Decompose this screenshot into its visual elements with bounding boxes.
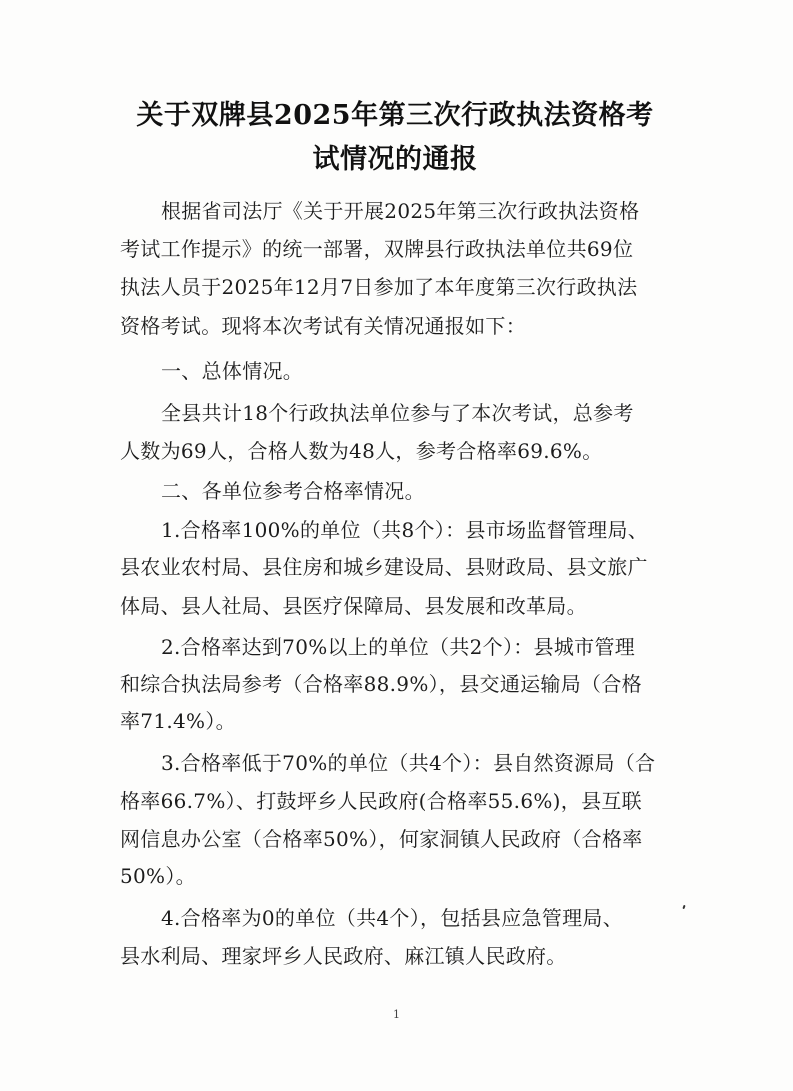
section-2-heading: 二、各单位参考合格率情况。 — [161, 479, 425, 503]
document-title-line-1: 关于双牌县2025年第三次行政执法资格考 — [136, 100, 654, 131]
intro-line-2: 考试工作提示》的统一部署，双牌县行政执法单位共69位 — [120, 237, 634, 261]
item-4-line-2: 县水利局、理家坪乡人民政府、麻江镇人民政府。 — [120, 944, 567, 968]
item-3-line-2: 格率66.7%）、打鼓坪乡人民政府(合格率55.6%)，县互联 — [120, 789, 642, 813]
item-3-line-3: 网信息办公室（合格率50%），何家洞镇人民政府（合格率 — [120, 827, 643, 851]
scan-speck — [682, 905, 685, 909]
item-2-line-1: 2.合格率达到70%以上的单位（共2个）：县城市管理 — [161, 635, 636, 659]
item-1-line-3: 体局、县人社局、县医疗保障局、县发展和改革局。 — [120, 594, 587, 618]
section-1-heading: 一、总体情况。 — [161, 359, 304, 383]
item-1-line-2: 县农业农村局、县住房和城乡建设局、县财政局、县文旅广 — [120, 555, 648, 579]
section-1-line-1: 全县共计18个行政执法单位参与了本次考试，总参考 — [161, 401, 634, 425]
intro-line-1: 根据省司法厅《关于开展2025年第三次行政执法资格 — [161, 199, 640, 223]
intro-line-3: 执法人员于2025年12月7日参加了本年度第三次行政执法 — [120, 275, 638, 299]
item-2-line-2: 和综合执法局参考（合格率88.9%），县交通运输局（合格 — [120, 672, 642, 696]
page-number: 1 — [393, 1008, 400, 1021]
item-1-line-1: 1.合格率100%的单位（共8个）：县市场监督管理局、 — [161, 518, 649, 542]
intro-line-4: 资格考试。现将本次考试有关情况通报如下： — [120, 314, 526, 338]
item-3-line-1: 3.合格率低于70%的单位（共4个）：县自然资源局（合 — [161, 751, 656, 775]
item-3-line-4: 50%）。 — [120, 864, 196, 888]
item-4-line-1: 4.合格率为0的单位（共4个），包括县应急管理局、 — [161, 906, 624, 930]
section-1-line-2: 人数为69人，合格人数为48人，参考合格率69.6%。 — [120, 439, 603, 463]
document-title-line-2: 试情况的通报 — [312, 144, 478, 175]
item-2-line-3: 率71.4%）。 — [120, 709, 236, 733]
